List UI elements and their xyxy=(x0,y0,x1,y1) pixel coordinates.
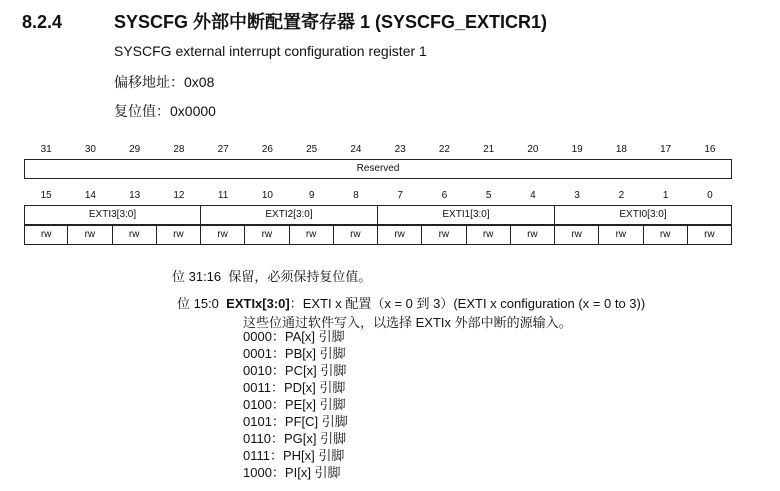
access-row xyxy=(24,225,732,245)
bits-15-0-note: 这些位通过软件写入，以选择 EXTIx 外部中断的源输入。 xyxy=(243,315,572,330)
section-number: 8.2.4 xyxy=(22,12,63,32)
bit-number: 25 xyxy=(306,144,318,155)
upper-bit-numbers xyxy=(24,141,732,159)
access-cell: rw xyxy=(157,225,201,245)
field-cell: EXTI1[3:0] xyxy=(378,205,555,225)
bit-number: 16 xyxy=(704,144,716,155)
reset-value-text: 0x0000 xyxy=(170,103,216,119)
bits-31-16-description xyxy=(172,266,371,285)
access-cell: rw xyxy=(599,225,643,245)
field-row xyxy=(24,205,732,225)
bits-15-0-description xyxy=(177,293,645,312)
reserved-field: Reserved xyxy=(24,159,732,179)
bit-number: 0 xyxy=(707,190,713,201)
access-cell: rw xyxy=(555,225,599,245)
access-cell: rw xyxy=(378,225,422,245)
offset-label: 偏移地址： xyxy=(114,74,184,90)
bit-number: 9 xyxy=(308,190,315,201)
bit-number: 27 xyxy=(217,144,229,155)
list-item: 0010：PC[x] 引脚 xyxy=(243,363,347,378)
reset-label: 复位值： xyxy=(114,103,170,119)
access-cell: rw xyxy=(644,225,688,245)
bit-number: 17 xyxy=(660,144,672,155)
bit-number: 24 xyxy=(350,144,362,155)
field-cell: EXTI0[3:0] xyxy=(555,205,732,225)
bits-15-0-range: 位 15:0 xyxy=(177,296,219,311)
bits-15-0-field: EXTIx[3:0] xyxy=(226,296,290,311)
bit-number: 26 xyxy=(261,144,273,155)
bit-number: 2 xyxy=(618,190,625,201)
bit-number: 1 xyxy=(662,190,669,201)
section-heading xyxy=(22,8,547,34)
access-cell: rw xyxy=(334,225,378,245)
access-cell: rw xyxy=(422,225,466,245)
field-cell: EXTI3[3:0] xyxy=(24,205,201,225)
register-subtitle: SYSCFG external interrupt configuration register 1 xyxy=(114,43,427,59)
access-cell: rw xyxy=(113,225,157,245)
bit-number: 29 xyxy=(129,144,141,155)
access-cell: rw xyxy=(24,225,68,245)
bits-31-16-text: 保留，必须保持复位值。 xyxy=(228,269,372,284)
bit-number: 28 xyxy=(173,144,185,155)
source-option-list xyxy=(243,328,348,481)
bit-number: 11 xyxy=(217,190,229,201)
bits-15-0-text: ：EXTI x 配置（x = 0 到 3）(EXTI x configuration (x = 0 to 3)) xyxy=(289,296,646,311)
bit-number: 8 xyxy=(353,190,359,201)
bit-number: 10 xyxy=(261,190,273,201)
bit-number: 13 xyxy=(129,190,141,201)
list-item: 0110：PG[x] 引脚 xyxy=(243,431,347,446)
bit-number: 22 xyxy=(438,144,450,155)
offset-value: 0x08 xyxy=(184,74,215,90)
bit-number: 21 xyxy=(483,144,495,155)
bit-number: 19 xyxy=(571,144,583,155)
access-cell: rw xyxy=(290,225,334,245)
section-title: SYSCFG 外部中断配置寄存器 1 (SYSCFG_EXTICR1) xyxy=(114,12,548,32)
access-cell: rw xyxy=(201,225,245,245)
reset-value xyxy=(114,101,216,121)
access-cell: rw xyxy=(511,225,555,245)
bit-number: 12 xyxy=(173,190,185,201)
bit-number: 23 xyxy=(394,144,406,155)
bit-number: 3 xyxy=(574,190,580,201)
list-item: 0001：PB[x] 引脚 xyxy=(243,346,346,361)
list-item: 0111：PH[x] 引脚 xyxy=(243,448,345,463)
field-cell: EXTI2[3:0] xyxy=(201,205,378,225)
access-cell: rw xyxy=(688,225,732,245)
list-item: 0101：PF[C] 引脚 xyxy=(243,414,348,429)
list-item: 0011：PD[x] 引脚 xyxy=(243,380,346,395)
bit-number: 7 xyxy=(397,190,403,201)
offset-address xyxy=(114,72,214,92)
list-item: 0100：PE[x] 引脚 xyxy=(243,397,346,412)
bit-number: 4 xyxy=(530,190,536,201)
access-cell: rw xyxy=(467,225,511,245)
register-bit-table xyxy=(24,141,732,245)
bit-number: 6 xyxy=(441,190,448,201)
bit-number: 15 xyxy=(40,190,52,201)
access-cell: rw xyxy=(68,225,112,245)
list-item: 0000：PA[x] 引脚 xyxy=(243,329,345,344)
bit-number: 18 xyxy=(615,144,627,155)
bit-number: 31 xyxy=(40,144,52,155)
bits-31-16-range: 位 31:16 xyxy=(172,269,222,284)
bit-number: 5 xyxy=(485,190,492,201)
access-cell: rw xyxy=(245,225,289,245)
bit-number: 20 xyxy=(527,144,539,155)
list-item: 1000：PI[x] 引脚 xyxy=(243,465,341,480)
bit-number: 30 xyxy=(84,144,96,155)
bit-number: 14 xyxy=(84,190,96,201)
lower-bit-numbers xyxy=(24,187,732,205)
